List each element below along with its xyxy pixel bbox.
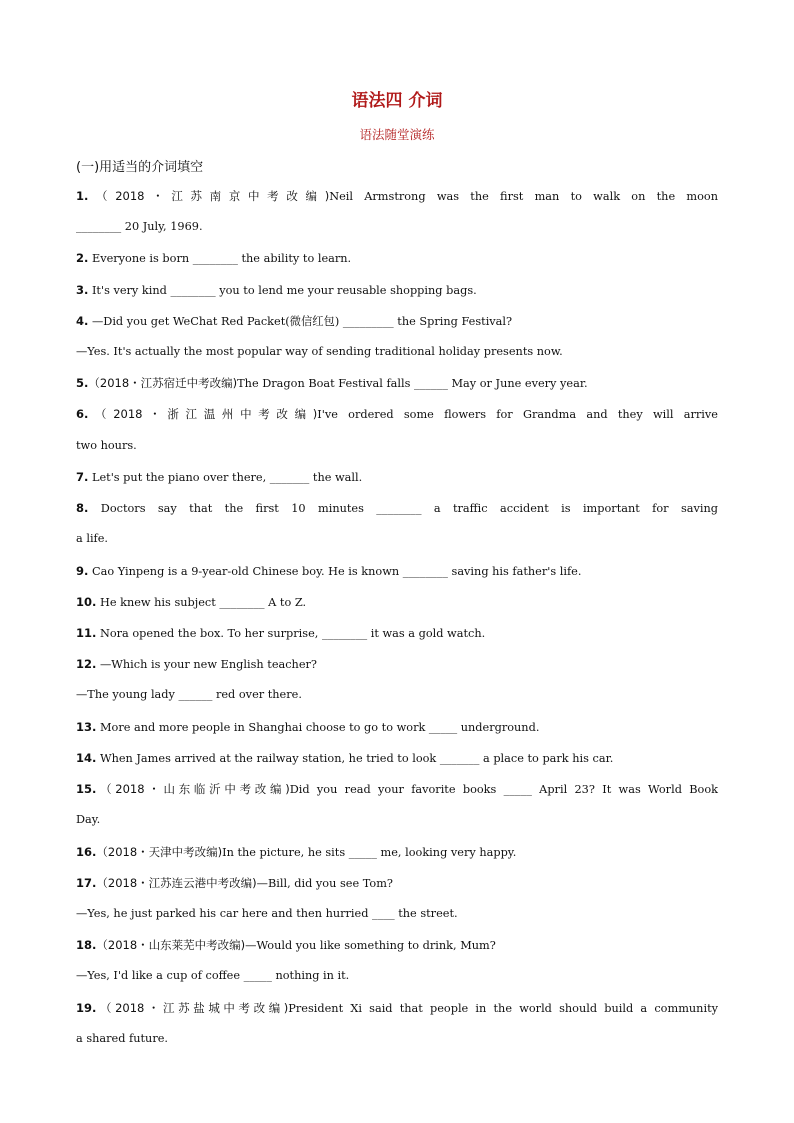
question-line [76,188,718,205]
question-number: 10. [76,595,97,609]
question-number: 16. [76,845,97,859]
question-continuation [76,344,718,360]
question-line [76,781,718,798]
question-continuation [76,687,718,703]
question-source: （2018・江苏盐城中考改编) [96,1001,289,1015]
question-text: —The young lady ______ red over there. [76,688,302,701]
question-text: He knew his subject ________ A to Z. [96,596,307,609]
question-line [76,656,718,673]
question-source: （2018・江苏宿迁中考改编) [88,376,238,390]
question-text: —Which is your new English teacher? [96,658,317,671]
question-text: —Yes, he just parked his car here and then hurried ____ the street. [76,907,458,920]
question-text: —Bill, did you see Tom? [256,877,393,890]
question-text: Nora opened the box. To her surprise, ________ it was a gold watch. [96,627,486,640]
question-line [76,719,718,736]
question-number: 13. [76,720,97,734]
question-text: a shared future. [76,1032,168,1045]
question-number: 7. [76,470,89,484]
question-text: Let's put the piano over there, _______ the wall. [88,471,363,484]
question-line [76,1000,718,1017]
question-number: 18. [76,938,97,952]
question-line [76,313,718,330]
question-number: 4. [76,314,89,328]
question-number: 11. [76,626,97,640]
question-text: When James arrived at the railway station, he tried to look _______ a place to park his car. [96,752,614,765]
question-line [76,375,718,392]
question-text: —Would you like something to drink, Mum? [245,939,496,952]
question-continuation [76,438,718,454]
question-continuation [76,968,718,984]
question-source: （2018・浙江温州中考改编) [88,407,318,421]
question-line [76,469,718,486]
question-text: I've ordered some flowers for Grandma and they will arrive [317,408,718,421]
question-text: Neil Armstrong was the first man to walk on the moon [329,190,718,203]
question-number: 12. [76,657,97,671]
question-line [76,937,718,954]
question-number: 9. [76,564,89,578]
question-continuation [76,1031,718,1047]
page-subtitle: 语法随堂演练 [359,127,435,142]
question-number: 17. [76,876,97,890]
question-continuation [76,812,718,828]
question-text: Doctors say that the first 10 minutes ________ a traffic accident is important for saving [88,502,718,515]
question-text: Did you read your favorite books _____ April 23? It was World Book [289,783,718,796]
section-heading: (一)用适当的介词填空 [76,160,204,175]
question-line [76,750,718,767]
question-number: 3. [76,283,89,297]
question-text: The Dragon Boat Festival falls ______ May or June every year. [237,377,588,390]
question-text: two hours. [76,439,137,452]
question-line [76,500,718,517]
question-source: （2018・山东莱芜中考改编) [96,938,246,952]
question-continuation [76,531,718,547]
question-text: Day. [76,813,101,826]
question-source: （2018・天津中考改编) [96,845,223,859]
question-number: 2. [76,251,89,265]
question-line [76,250,718,267]
question-text: Cao Yinpeng is a 9-year-old Chinese boy. He is known ________ saving his father's life. [88,565,582,578]
question-text: ________ 20 July, 1969. [76,220,203,233]
question-continuation [76,906,718,922]
page-title: 语法四 介词 [351,91,443,111]
question-line [76,406,718,423]
question-number: 1. [76,189,89,203]
question-number: 5. [76,376,89,390]
question-continuation [76,219,718,235]
question-text: In the picture, he sits _____ me, looking very happy. [222,846,517,859]
question-source: （2018・江苏南京中考改编) [88,189,330,203]
question-number: 6. [76,407,89,421]
question-text: Everyone is born ________ the ability to learn. [88,252,352,265]
question-number: 14. [76,751,97,765]
question-source: （2018・江苏连云港中考改编) [96,876,257,890]
question-line [76,282,718,299]
question-text: More and more people in Shanghai choose to go to work _____ underground. [96,721,540,734]
question-text: —Yes. It's actually the most popular way of sending traditional holiday presents now. [76,345,563,358]
question-line [76,875,718,892]
question-text: —Did you get WeChat Red Packet(微信红包) _________ the Spring Festival? [88,315,513,328]
question-line [76,563,718,580]
question-line [76,625,718,642]
question-source: （2018・山东临沂中考改编) [96,782,290,796]
question-number: 19. [76,1001,97,1015]
question-number: 8. [76,501,89,515]
question-text: —Yes, I'd like a cup of coffee _____ nothing in it. [76,969,350,982]
question-line [76,594,718,611]
question-text: President Xi said that people in the world should build a community [288,1002,718,1015]
question-number: 15. [76,782,97,796]
question-text: a life. [76,532,109,545]
question-text: It's very kind ________ you to lend me your reusable shopping bags. [88,284,477,297]
question-line [76,844,718,861]
